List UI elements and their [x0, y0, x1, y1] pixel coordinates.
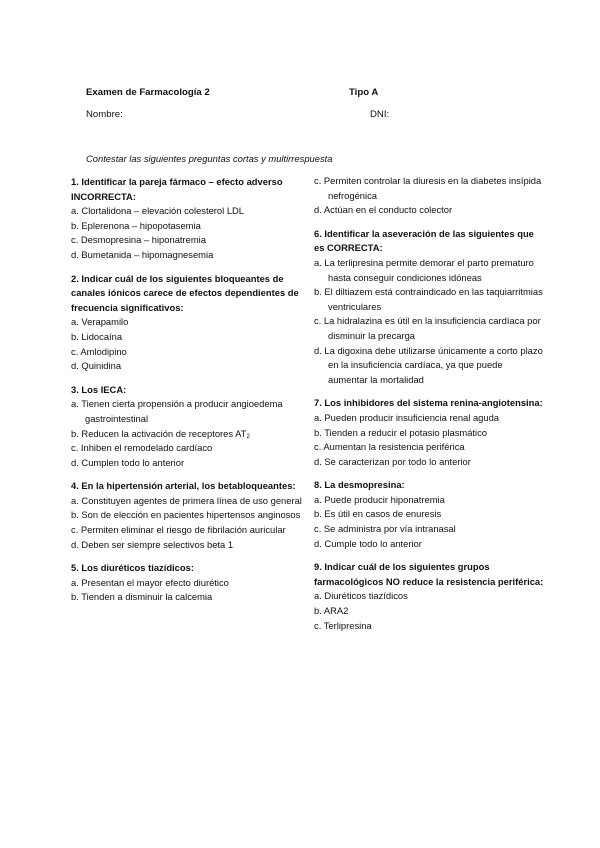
option-b: b. Es útil en casos de enuresis [314, 508, 442, 520]
option-c: c. Permiten eliminar el riesgo de fibrilación auricular [71, 524, 286, 536]
option-c: c. Desmopresina – hiponatremia [71, 234, 206, 246]
question-8 [314, 478, 544, 551]
option-b: b. Lidocaína [71, 330, 123, 342]
option-c: c. Aumentan la resistencia periférica [314, 441, 465, 453]
question-2 [71, 272, 303, 374]
question-6 [314, 227, 544, 388]
option-a: a. La terlipresina permite demorar el parto prematuro hasta conseguir condiciones idóneas [314, 256, 534, 283]
question-5 [71, 561, 303, 605]
option-b [71, 427, 303, 442]
question-9 [314, 560, 544, 633]
option-a: a. Puede producir hiponatremia [314, 493, 445, 505]
option-b: b. Son de elección en pacientes hipertensos anginosos [71, 509, 301, 521]
question-3 [71, 383, 303, 471]
question-title: 1. Identificar la pareja fármaco – efecto adverso INCORRECTA: [71, 176, 283, 202]
option-d: d. Bumetanida – hipomagnesemia [71, 248, 214, 260]
option-c: c. Permiten controlar la diuresis en la diabetes insípida nefrogénica [314, 175, 542, 201]
option-b: b. Eplerenona – hipopotasemia [71, 219, 201, 231]
option-a: a. Presentan el mayor efecto diurético [71, 576, 229, 588]
question-title: 8. La desmopresina: [314, 479, 405, 491]
option-a: a. Clortalidona – elevación colesterol LDL [71, 205, 245, 217]
option-a: a. Tienen cierta propensión a producir angioedema gastrointestinal [71, 398, 283, 424]
option-c: c. Inhiben el remodelado cardíaco [71, 442, 213, 454]
option-a: a. Constituyen agentes de primera línea de uso general [71, 494, 302, 506]
question-title: 6. Identificar la aseveración de las siguientes que es CORRECTA: [314, 227, 534, 254]
option-b-text: b. Reducen la activación de receptores AT [71, 427, 247, 439]
option-b: b. ARA2 [314, 605, 349, 617]
question-5-continued [314, 174, 544, 218]
question-title: 4. En la hipertensión arterial, los betabloqueantes: [71, 480, 296, 492]
subscript: 2 [246, 433, 250, 440]
option-a: a. Pueden producir insuficiencia renal aguda [314, 411, 500, 423]
option-d: d. La digoxina debe utilizarse únicamente a corto plazo en la insuficiencia cardíaca, ya que puede aumentar la mortalidad [314, 344, 543, 385]
option-d: d. Deben ser siempre selectivos beta 1 [71, 538, 234, 550]
option-b: b. El diltiazem está contraindicado en las taquiarritmias ventriculares [314, 286, 543, 312]
question-title: 2. Indicar cuál de los siguientes bloqueantes de canales iónicos carece de efectos dependientes de frecuencia significativos: [71, 272, 299, 313]
option-d: d. Se caracterizan por todo lo anterior [314, 455, 471, 467]
option-c: c. Amlodipino [71, 345, 127, 357]
option-b: b. Tienden a reducir el potasio plasmático [314, 426, 488, 438]
option-d: d. Cumple todo lo anterior [314, 537, 422, 549]
option-a: a. Verapamilo [71, 316, 129, 328]
option-d: d. Actúan en el conducto colector [314, 204, 453, 216]
question-title: 9. Indicar cuál de los siguientes grupos farmacológicos NO reduce la resistencia periférica: [314, 561, 544, 587]
option-d: d. Cumplen todo lo anterior [71, 456, 185, 468]
option-c: c. Terlipresina [314, 619, 372, 631]
exam-type-label: Tipo A [349, 87, 379, 98]
question-title: 7. Los inhibidores del sistema renina-angiotensina: [314, 397, 543, 409]
question-1 [71, 175, 303, 263]
option-a: a. Diuréticos tiazídicos [314, 590, 408, 602]
question-title: 3. Los IECA: [71, 383, 127, 395]
instructions: Contestar las siguientes preguntas cortas y multirrespuesta [86, 153, 333, 164]
question-7 [314, 396, 544, 469]
exam-title: Examen de Farmacología 2 [86, 87, 210, 98]
option-b: b. Tienden a disminuir la calcemia [71, 591, 213, 603]
option-c: c. Se administra por vía intranasal [314, 523, 456, 535]
left-column [71, 175, 303, 614]
name-label: Nombre: [86, 109, 123, 120]
option-c: c. La hidralazina es útil en la insuficiencia cardíaca por disminuir la precarga [314, 315, 541, 341]
option-d: d. Quinidina [71, 360, 122, 372]
right-column [314, 175, 544, 642]
dni-label: DNI: [370, 109, 390, 120]
question-title: 5. Los diuréticos tiazídicos: [71, 562, 194, 574]
question-4 [71, 479, 303, 552]
